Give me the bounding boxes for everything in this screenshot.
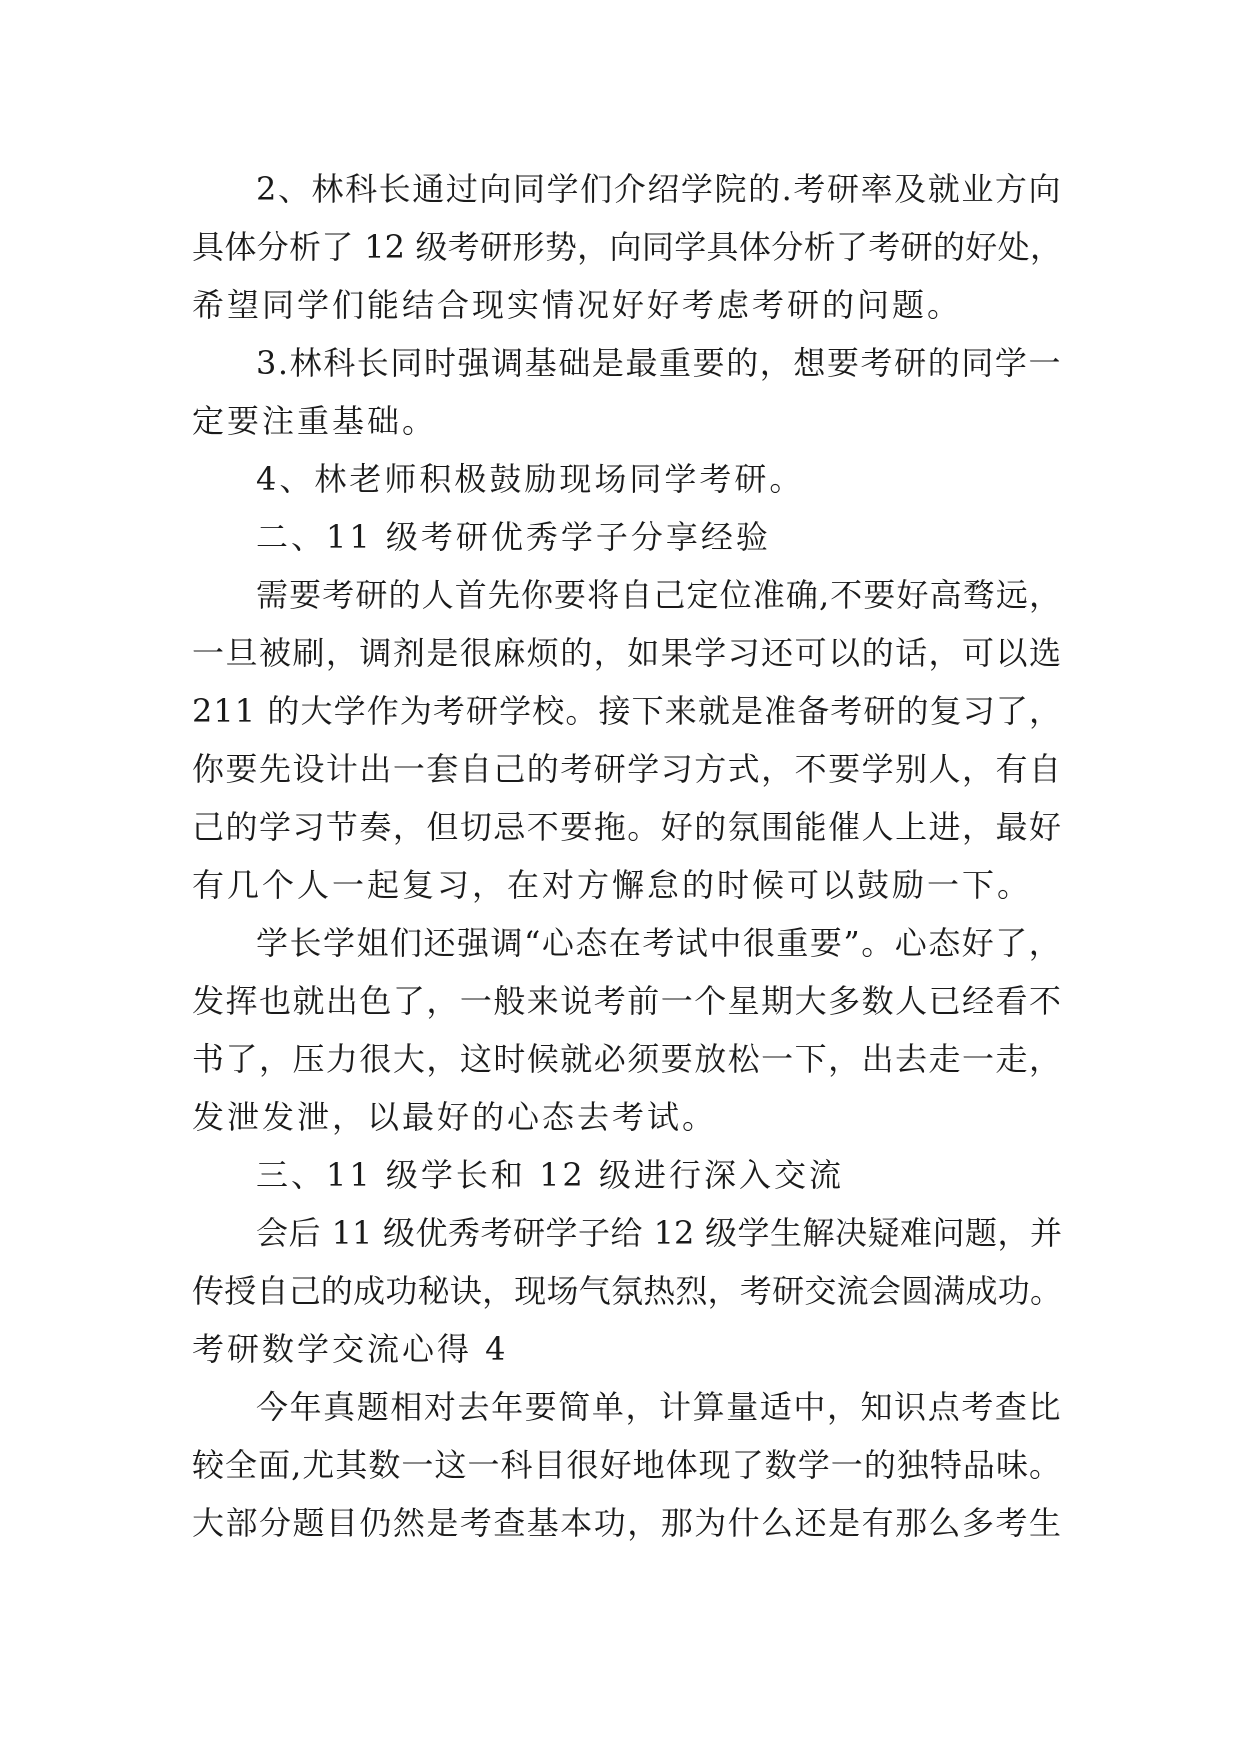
paragraph-line: 书了，压力很大，这时候就必须要放松一下，出去走一走， bbox=[192, 1040, 1062, 1078]
paragraph-line: 211 的大学作为考研学校。接下来就是准备考研的复习了， bbox=[192, 692, 1062, 730]
paragraph-line: 一旦被刷，调剂是很麻烦的，如果学习还可以的话，可以选 bbox=[192, 634, 1062, 672]
paragraph-line: 发泄发泄，以最好的心态去考试。 bbox=[192, 1098, 718, 1136]
section-heading: 三、11 级学长和 12 级进行深入交流 bbox=[256, 1156, 844, 1194]
paragraph-line: 传授自己的成功秘诀，现场气氛热烈，考研交流会圆满成功。 bbox=[192, 1272, 1062, 1310]
paragraph-line: 具体分析了 12 级考研形势，向同学具体分析了考研的好处， bbox=[192, 228, 1062, 266]
paragraph-line: 学长学姐们还强调“心态在考试中很重要”。心态好了， bbox=[256, 924, 1063, 962]
paragraph-line: 4、林老师积极鼓励现场同学考研。 bbox=[256, 460, 805, 498]
section-heading: 二、11 级考研优秀学子分享经验 bbox=[256, 518, 771, 556]
paragraph-line: 大部分题目仍然是考查基本功，那为什么还是有那么多考生 bbox=[192, 1504, 1062, 1542]
paragraph-line: 2、林科长通过向同学们介绍学院的.考研率及就业方向 bbox=[256, 170, 1062, 208]
paragraph-line: 3.林科长同时强调基础是最重要的，想要考研的同学一 bbox=[256, 344, 1062, 382]
paragraph-line: 较全面,尤其数一这一科目很好地体现了数学一的独特品味。 bbox=[192, 1446, 1062, 1484]
paragraph-line: 发挥也就出色了，一般来说考前一个星期大多数人已经看不 bbox=[192, 982, 1062, 1020]
paragraph-line: 需要考研的人首先你要将自己定位准确,不要好高骛远， bbox=[256, 576, 1062, 614]
paragraph-line: 会后 11 级优秀考研学子给 12 级学生解决疑难问题，并 bbox=[256, 1214, 1062, 1252]
paragraph-line: 己的学习节奏，但切忌不要拖。好的氛围能催人上进，最好 bbox=[192, 808, 1062, 846]
paragraph-line: 今年真题相对去年要简单，计算量适中，知识点考查比 bbox=[256, 1388, 1062, 1426]
document-body bbox=[192, 160, 1062, 1552]
article-title: 考研数学交流心得 4 bbox=[192, 1330, 509, 1368]
paragraph-line: 你要先设计出一套自己的考研学习方式，不要学别人，有自 bbox=[192, 750, 1062, 788]
paragraph-line: 希望同学们能结合现实情况好好考虑考研的问题。 bbox=[192, 286, 963, 324]
paragraph-line: 有几个人一起复习，在对方懈怠的时候可以鼓励一下。 bbox=[192, 866, 1033, 904]
paragraph-line: 定要注重基础。 bbox=[192, 402, 438, 440]
